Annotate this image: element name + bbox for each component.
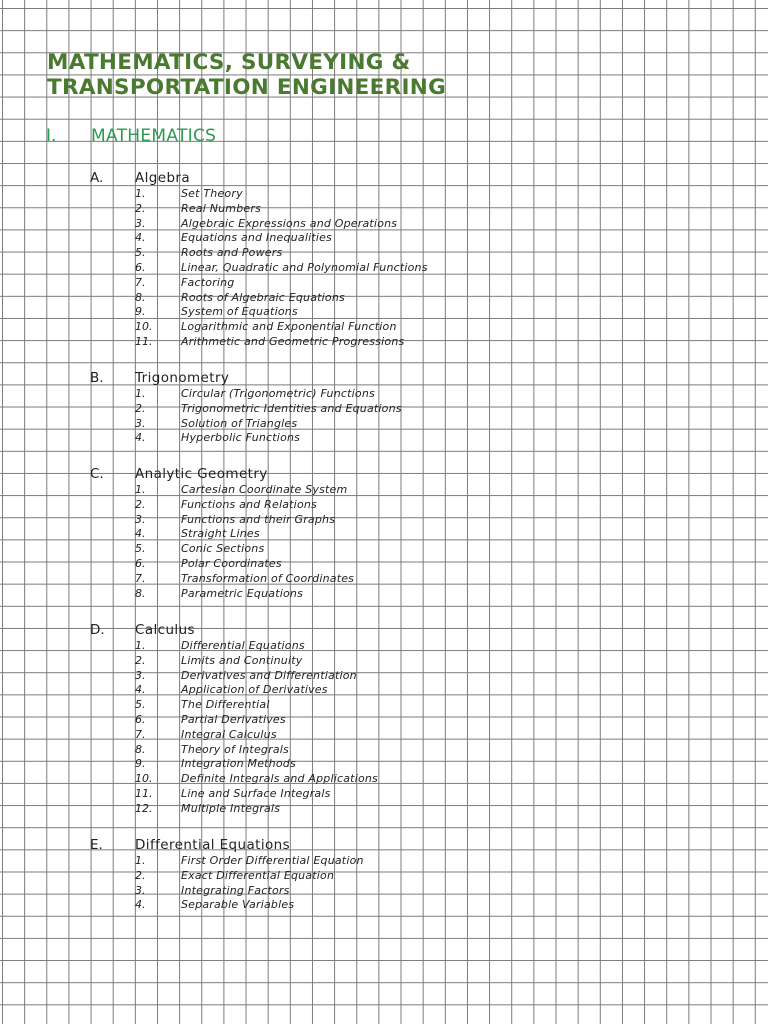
- topic-item: [0, 869, 768, 884]
- topic-number: 8.: [135, 290, 146, 304]
- section-letter: E.: [90, 837, 103, 853]
- topic-item: [0, 557, 768, 572]
- topic-item: [0, 291, 768, 306]
- topic-item: [0, 654, 768, 669]
- topic-text: Factoring: [181, 275, 235, 289]
- topic-number: 11.: [135, 334, 153, 348]
- section-heading: Trigonometry: [135, 370, 230, 386]
- topic-number: 1.: [135, 639, 146, 652]
- topic-number: 12.: [135, 801, 153, 815]
- topic-number: 5.: [135, 246, 146, 260]
- topic-text: Real Numbers: [181, 201, 262, 215]
- topic-item: [0, 669, 768, 684]
- topic-text: Theory of Integrals: [181, 742, 289, 756]
- topic-text: Application of Derivatives: [181, 683, 328, 697]
- topic-item: [0, 743, 768, 758]
- topic-text: Set Theory: [181, 187, 243, 200]
- section-letter: B.: [90, 370, 104, 386]
- topic-text: Partial Derivatives: [181, 712, 286, 726]
- topic-item: [0, 713, 768, 728]
- topic-text: Polar Coordinates: [181, 556, 282, 570]
- topic-number: 3.: [135, 216, 146, 230]
- topic-item: [0, 854, 768, 869]
- topic-number: 4.: [135, 683, 146, 697]
- topic-text: Conic Sections: [181, 542, 265, 556]
- topic-item: [0, 417, 768, 432]
- topic-text: Cartesian Coordinate System: [181, 483, 348, 496]
- topic-text: Arithmetic and Geometric Progressions: [181, 334, 405, 348]
- topic-text: Roots and Powers: [181, 246, 283, 260]
- topic-text: Circular (Trigonometric) Functions: [181, 387, 375, 400]
- topic-text: Algebraic Expressions and Operations: [181, 216, 398, 230]
- topic-text: Exact Differential Equation: [181, 868, 335, 882]
- topic-text: Linear, Quadratic and Polynomial Functions: [181, 260, 428, 274]
- topic-item: [0, 187, 768, 202]
- topic-text: Derivatives and Differentiation: [181, 668, 357, 682]
- topic-text: Parametric Equations: [181, 586, 304, 600]
- topic-item: [0, 276, 768, 291]
- topic-number: 7.: [135, 275, 146, 289]
- part-label: MATHEMATICS: [91, 126, 217, 146]
- topic-item: [0, 787, 768, 802]
- topic-item: [0, 757, 768, 772]
- topic-text: Trigonometric Identities and Equations: [181, 401, 402, 415]
- topic-number: 4.: [135, 431, 146, 445]
- topic-item: [0, 231, 768, 246]
- section-heading: Calculus: [135, 622, 195, 638]
- topic-number: 1.: [135, 187, 146, 200]
- topic-item: [0, 542, 768, 557]
- topic-item: [0, 261, 768, 276]
- topic-number: 10.: [135, 772, 153, 786]
- topic-item: [0, 527, 768, 542]
- section-heading: Algebra: [135, 170, 191, 186]
- topic-number: 9.: [135, 305, 146, 319]
- topic-list: [0, 639, 768, 817]
- topic-item: [0, 402, 768, 417]
- topic-item: [0, 802, 768, 817]
- topic-item: [0, 202, 768, 217]
- document-title: [47, 50, 747, 100]
- topic-text: System of Equations: [181, 305, 298, 319]
- topic-item: [0, 498, 768, 513]
- topic-item: [0, 335, 768, 350]
- topic-number: 1.: [135, 854, 146, 867]
- topic-number: 8.: [135, 742, 146, 756]
- topic-item: [0, 884, 768, 899]
- topic-item: [0, 898, 768, 913]
- topic-item: [0, 320, 768, 335]
- topic-number: 8.: [135, 586, 146, 600]
- topic-text: The Differential: [181, 698, 270, 712]
- topic-number: 7.: [135, 571, 146, 585]
- topic-number: 2.: [135, 497, 146, 511]
- topic-text: Line and Surface Integrals: [181, 786, 331, 800]
- topic-text: Hyperbolic Functions: [181, 431, 301, 445]
- topic-number: 7.: [135, 727, 146, 741]
- topic-number: 1.: [135, 483, 146, 496]
- topic-item: [0, 698, 768, 713]
- topic-number: 5.: [135, 542, 146, 556]
- topic-number: 2.: [135, 201, 146, 215]
- topic-item: [0, 683, 768, 698]
- topic-text: Transformation of Coordinates: [181, 571, 355, 585]
- topic-number: 11.: [135, 786, 153, 800]
- topic-text: Equations and Inequalities: [181, 231, 332, 245]
- topic-text: Integral Calculus: [181, 727, 277, 741]
- topic-number: 1.: [135, 387, 146, 400]
- topic-text: Definite Integrals and Applications: [181, 772, 378, 786]
- topic-number: 6.: [135, 556, 146, 570]
- topic-text: First Order Differential Equation: [181, 854, 364, 867]
- topic-text: Limits and Continuity: [181, 653, 303, 667]
- topic-text: Separable Variables: [181, 898, 295, 912]
- topic-number: 10.: [135, 320, 153, 334]
- topic-text: Multiple Integrals: [181, 801, 281, 815]
- topic-item: [0, 431, 768, 446]
- topic-item: [0, 513, 768, 528]
- topic-item: [0, 387, 768, 402]
- topic-item: [0, 639, 768, 654]
- topic-item: [0, 246, 768, 261]
- topic-list: [0, 483, 768, 601]
- topic-text: Solution of Triangles: [181, 416, 298, 430]
- topic-text: Differential Equations: [181, 639, 305, 652]
- document-title-line-2: TRANSPORTATION ENGINEERING: [47, 75, 447, 100]
- topic-text: Integrating Factors: [181, 883, 290, 897]
- topic-number: 2.: [135, 868, 146, 882]
- part-numeral: I.: [46, 126, 57, 146]
- topic-text: Straight Lines: [181, 527, 260, 541]
- topic-text: Logarithmic and Exponential Function: [181, 320, 397, 334]
- section-heading: Differential Equations: [135, 837, 291, 853]
- topic-item: [0, 483, 768, 498]
- topic-number: 5.: [135, 698, 146, 712]
- topic-number: 3.: [135, 668, 146, 682]
- topic-text: Functions and Relations: [181, 497, 317, 511]
- topic-text: Roots of Algebraic Equations: [181, 290, 345, 304]
- topic-item: [0, 587, 768, 602]
- topic-number: 2.: [135, 401, 146, 415]
- topic-item: [0, 572, 768, 587]
- topic-text: Integration Methods: [181, 757, 296, 771]
- topic-item: [0, 772, 768, 787]
- section-letter: A.: [90, 170, 104, 186]
- topic-number: 6.: [135, 712, 146, 726]
- topic-item: [0, 305, 768, 320]
- topic-number: 3.: [135, 883, 146, 897]
- topic-item: [0, 217, 768, 232]
- topic-list: [0, 187, 768, 350]
- topic-list: [0, 854, 768, 913]
- topic-number: 3.: [135, 416, 146, 430]
- topic-list: [0, 387, 768, 446]
- topic-number: 2.: [135, 653, 146, 667]
- topic-number: 6.: [135, 260, 146, 274]
- topic-number: 4.: [135, 527, 146, 541]
- topic-text: Functions and their Graphs: [181, 512, 336, 526]
- topic-item: [0, 728, 768, 743]
- section-letter: D.: [90, 622, 105, 638]
- section-heading: Analytic Geometry: [135, 466, 268, 482]
- topic-number: 9.: [135, 757, 146, 771]
- topic-number: 3.: [135, 512, 146, 526]
- topic-number: 4.: [135, 231, 146, 245]
- section-letter: C.: [90, 466, 104, 482]
- document-title-line-1: MATHEMATICS, SURVEYING &: [47, 50, 411, 75]
- topic-number: 4.: [135, 898, 146, 912]
